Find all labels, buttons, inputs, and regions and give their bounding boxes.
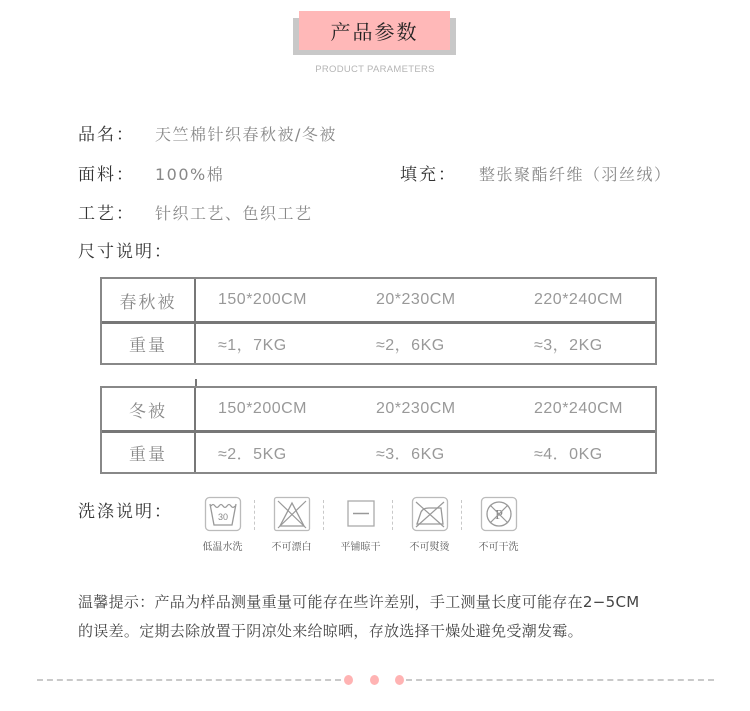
param-fabric-value: 100%棉 [155, 165, 225, 184]
table-cell-weight-label: 重量 [102, 324, 196, 363]
wash-caption: 不可漂白 [271, 542, 312, 553]
table-cell: 20*230CM [376, 291, 456, 308]
care-note-line: 温馨提示：产品为样品测量重量可能存在些许差别，手工测量长度可能存在2−5CM [78, 593, 640, 611]
footer-dot [370, 675, 379, 685]
dashed-separator [254, 500, 255, 530]
no-bleach-icon [273, 496, 311, 532]
wash-30-icon [204, 496, 242, 532]
param-craft [78, 199, 313, 224]
care-note [78, 588, 718, 646]
param-size [78, 237, 173, 262]
size-table-spring-autumn [100, 277, 657, 365]
table-cell: ≈3，2KG [534, 337, 603, 354]
dashed-separator [461, 500, 462, 530]
wash-caption: 低温水洗 [202, 542, 243, 553]
dashed-separator [323, 500, 324, 530]
wash-item [188, 496, 257, 553]
table-cell: ≈3．6KG [376, 446, 445, 463]
table-cell: 220*240CM [534, 400, 623, 417]
param-fabric [78, 160, 224, 185]
param-craft-label: 工艺： [78, 204, 135, 224]
param-name-value: 天竺棉针织春秋被/冬被 [155, 125, 337, 144]
footer-dot [395, 675, 404, 685]
wash-item [257, 496, 326, 553]
table-cell-type: 春秋被 [102, 279, 196, 321]
param-filling-label: 填充： [400, 165, 457, 185]
dashed-separator [392, 500, 393, 530]
care-note-line: 的误差。定期去除放置于阴凉处来给晾晒，存放选择干燥处避免受潮发霉。 [78, 622, 583, 640]
wash-caption: 不可干洗 [478, 542, 519, 553]
wash-item [464, 496, 533, 553]
table-cell-weight-label: 重量 [102, 433, 196, 472]
param-size-label: 尺寸说明： [78, 242, 173, 262]
param-filling-value: 整张聚酯纤维（羽丝绒） [479, 165, 672, 184]
param-craft-value: 针织工艺、色织工艺 [155, 204, 313, 223]
table-cell: ≈2．5KG [218, 446, 287, 463]
table-cell: 20*230CM [376, 400, 456, 417]
table-row [102, 430, 655, 472]
svg-text:P: P [494, 508, 503, 523]
footer-dot [344, 675, 353, 685]
table-cell: ≈1，7KG [218, 337, 287, 354]
table-cell: 150*200CM [218, 291, 307, 308]
table-row [102, 388, 655, 430]
no-iron-icon [411, 496, 449, 532]
wash-item [326, 496, 395, 553]
param-fabric-label: 面料： [78, 165, 135, 185]
wash-caption: 不可熨烫 [409, 542, 450, 553]
size-table-winter [100, 386, 657, 474]
dry-flat-icon [342, 496, 380, 532]
svg-text:30: 30 [217, 512, 228, 522]
table-cell: ≈2，6KG [376, 337, 445, 354]
param-filling [400, 160, 672, 185]
section-subtitle: PRODUCT PARAMETERS [315, 64, 435, 75]
washing-label: 洗涤说明： [78, 502, 173, 522]
wash-item [395, 496, 464, 553]
table-row [102, 279, 655, 321]
footer-dashes-left [37, 679, 341, 681]
param-name [78, 120, 337, 145]
param-name-label: 品名： [78, 125, 135, 145]
table-cell: 220*240CM [534, 291, 623, 308]
section-title: 产品参数 [299, 11, 450, 50]
no-dry-clean-icon [480, 496, 518, 532]
wash-caption: 平铺晾干 [340, 542, 381, 553]
table-cell-type: 冬被 [102, 388, 196, 430]
table-cell: 150*200CM [218, 400, 307, 417]
washing-icons [188, 496, 533, 553]
table-row [102, 321, 655, 363]
table-cell: ≈4．0KG [534, 446, 603, 463]
footer-dashes-right [406, 679, 714, 681]
